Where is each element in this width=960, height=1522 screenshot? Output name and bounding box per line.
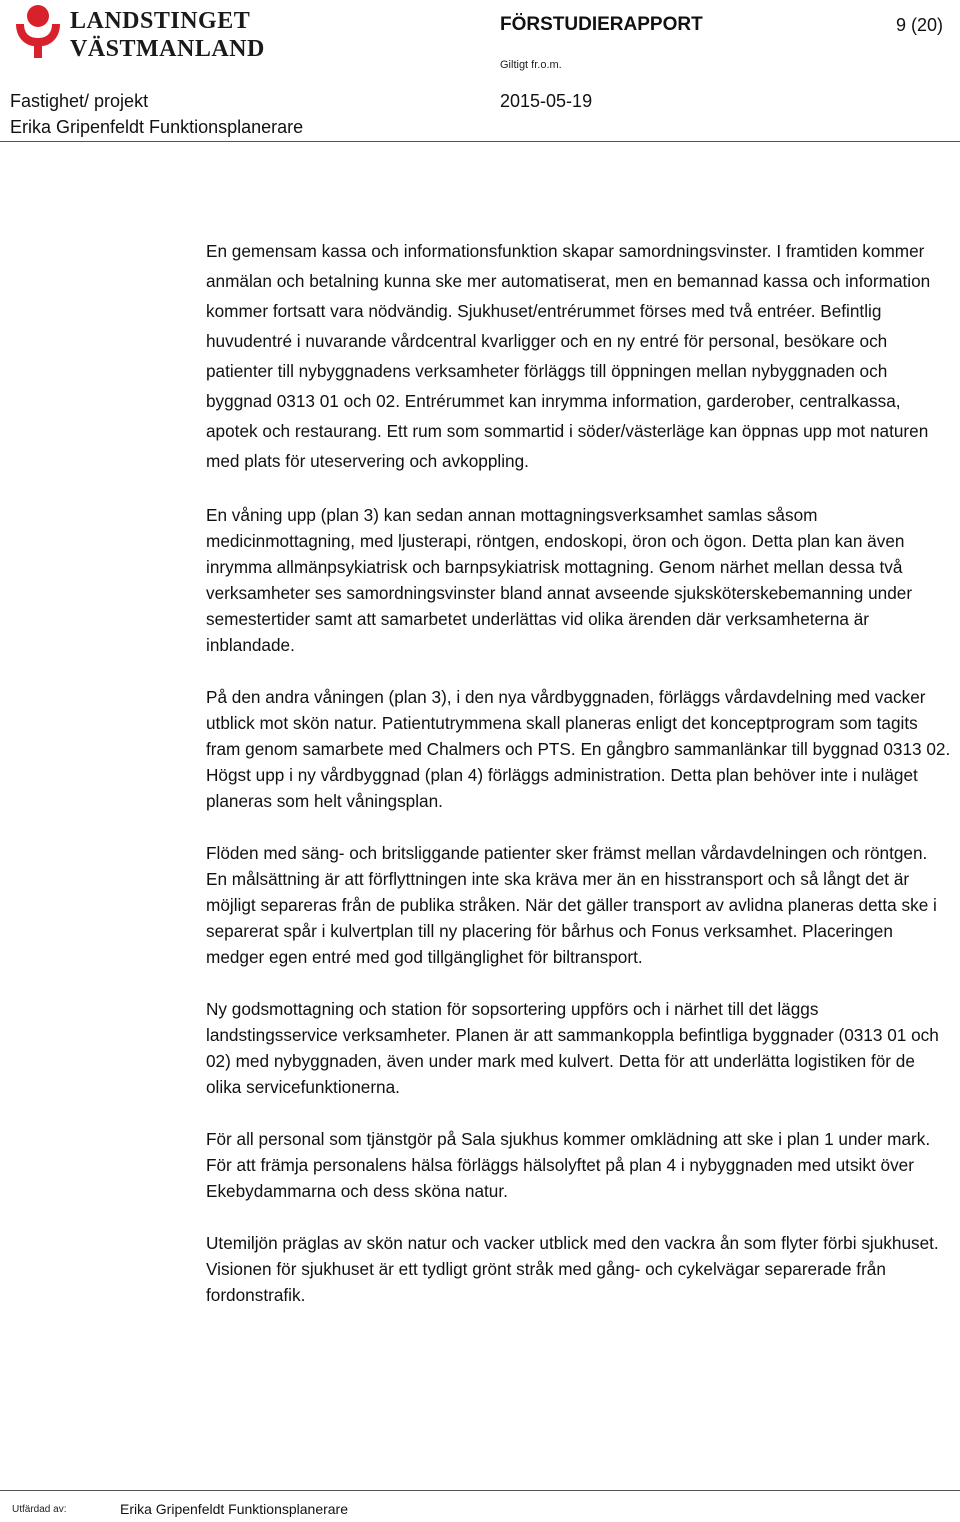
paragraph-7: Utemiljön präglas av skön natur och vacker utblick med den vackra ån som flyter förbi sjukhuset. Visionen för sjukhuset är ett tydligt grönt stråk med gång- och cykelvägar separerade från fordonstrafik. (206, 1233, 939, 1305)
document-date: 2015-05-19 (500, 91, 593, 111)
paragraph-4: Flöden med säng- och britsliggande patienter sker främst mellan vårdavdelningen och röntgen. En målsättning är att förflyttningen inte ska kräva mer än en hisstransport och så långt det är möjligt separeras från de publika stråken. När det gäller transport av avlidna planeras detta ske i separerat spår i kulvertplan till ny placering för bårhus och Fonus verksamhet. Placeringen medger egen entré med god tillgänglighet för biltransport. (206, 843, 937, 967)
paragraph-3: På den andra våningen (plan 3), i den nya vårdbyggnaden, förläggs vårdavdelning med vacker utblick mot skön natur. Patientutrymmena skall planeras enligt det konceptprogram som tagits fram genom samarbete med Chalmers och PTS. En gångbro sammanlänkar till byggnad 0313 02. Högst upp i ny vårdbyggnad (plan 4) förläggs administration. Detta plan behöver inte i nuläget planeras som helt våningsplan. (206, 687, 951, 811)
paragraph-6: För all personal som tjänstgör på Sala sjukhus kommer omklädning att ske i plan 1 under mark. För att främja personalens hälsa förläggs hälsolyftet på plan 4 i nybyggnaden med utsikt över Ekebydammarna och dess sköna natur. (206, 1129, 931, 1201)
property-project-label: Fastighet/ projekt (10, 91, 149, 111)
paragraph-1: En gemensam kassa och informationsfunktion skapar samordningsvinster. I framtiden kommer anmälan och betalning kunna ske mer automatiserat, men en bemannad kassa och information kommer fortsatt vara nödvändig. Sjukhuset/entrérummet förses med två entréer. Befintlig huvudentré i nuvarande vårdcentral kvarligger och en ny entré för personal, besökare och patienter till nybyggnadens verksamheter förläggs till öppningen mellan nybyggnaden och byggnad 0313 01 och 02. Entrérummet kan inrymma information, garderober, centralkassa, apotek och restaurang. Ett rum som sommartid i söder/västerläge kan öppnas upp mot naturen med plats för uteservering och avkoppling. (206, 241, 931, 471)
footer-divider (0, 1490, 960, 1491)
page-number: 9 (20) (896, 15, 944, 35)
author-label: Erika Gripenfeldt Funktionsplanerare (10, 117, 304, 137)
organization-logo (10, 2, 265, 62)
logo-figure-icon (10, 2, 66, 60)
document-title: FÖRSTUDIERAPPORT (500, 14, 703, 35)
paragraph-2: En våning upp (plan 3) kan sedan annan mottagningsverksamhet samlas såsom medicinmottagning, med ljusterapi, röntgen, endoskopi, öron och ögon. Detta plan kan även inrymma allmänpsykiatrisk och barnpsykiatrisk mottagning. Genom närhet mellan dessa två verksamheter ses samordningsvinster bland annat avseende sjuksköterskebemanning under semestertider samt att samarbetet underlättas vid olika ärenden där verksamheterna är inblandade. (206, 505, 913, 655)
header-divider (0, 141, 960, 142)
validity-label: Giltigt fr.o.m. (500, 59, 562, 71)
document-body (206, 236, 951, 1334)
logo-line-1: LANDSTINGET (70, 8, 251, 34)
logo-line-2: VÄSTMANLAND (70, 36, 265, 62)
paragraph-5: Ny godsmottagning och station för sopsortering uppförs och i närhet till det läggs landstingsservice verksamheter. Planen är att sammankoppla befintliga byggnader (0313 01 och 02) med nybyggnaden, även under mark med kulvert. Detta för att underlätta logistiken för de olika servicefunktionerna. (206, 999, 939, 1097)
issued-by-name: Erika Gripenfeldt Funktionsplanerare (120, 1501, 349, 1517)
issued-by-label: Utfärdad av: (12, 1504, 67, 1515)
